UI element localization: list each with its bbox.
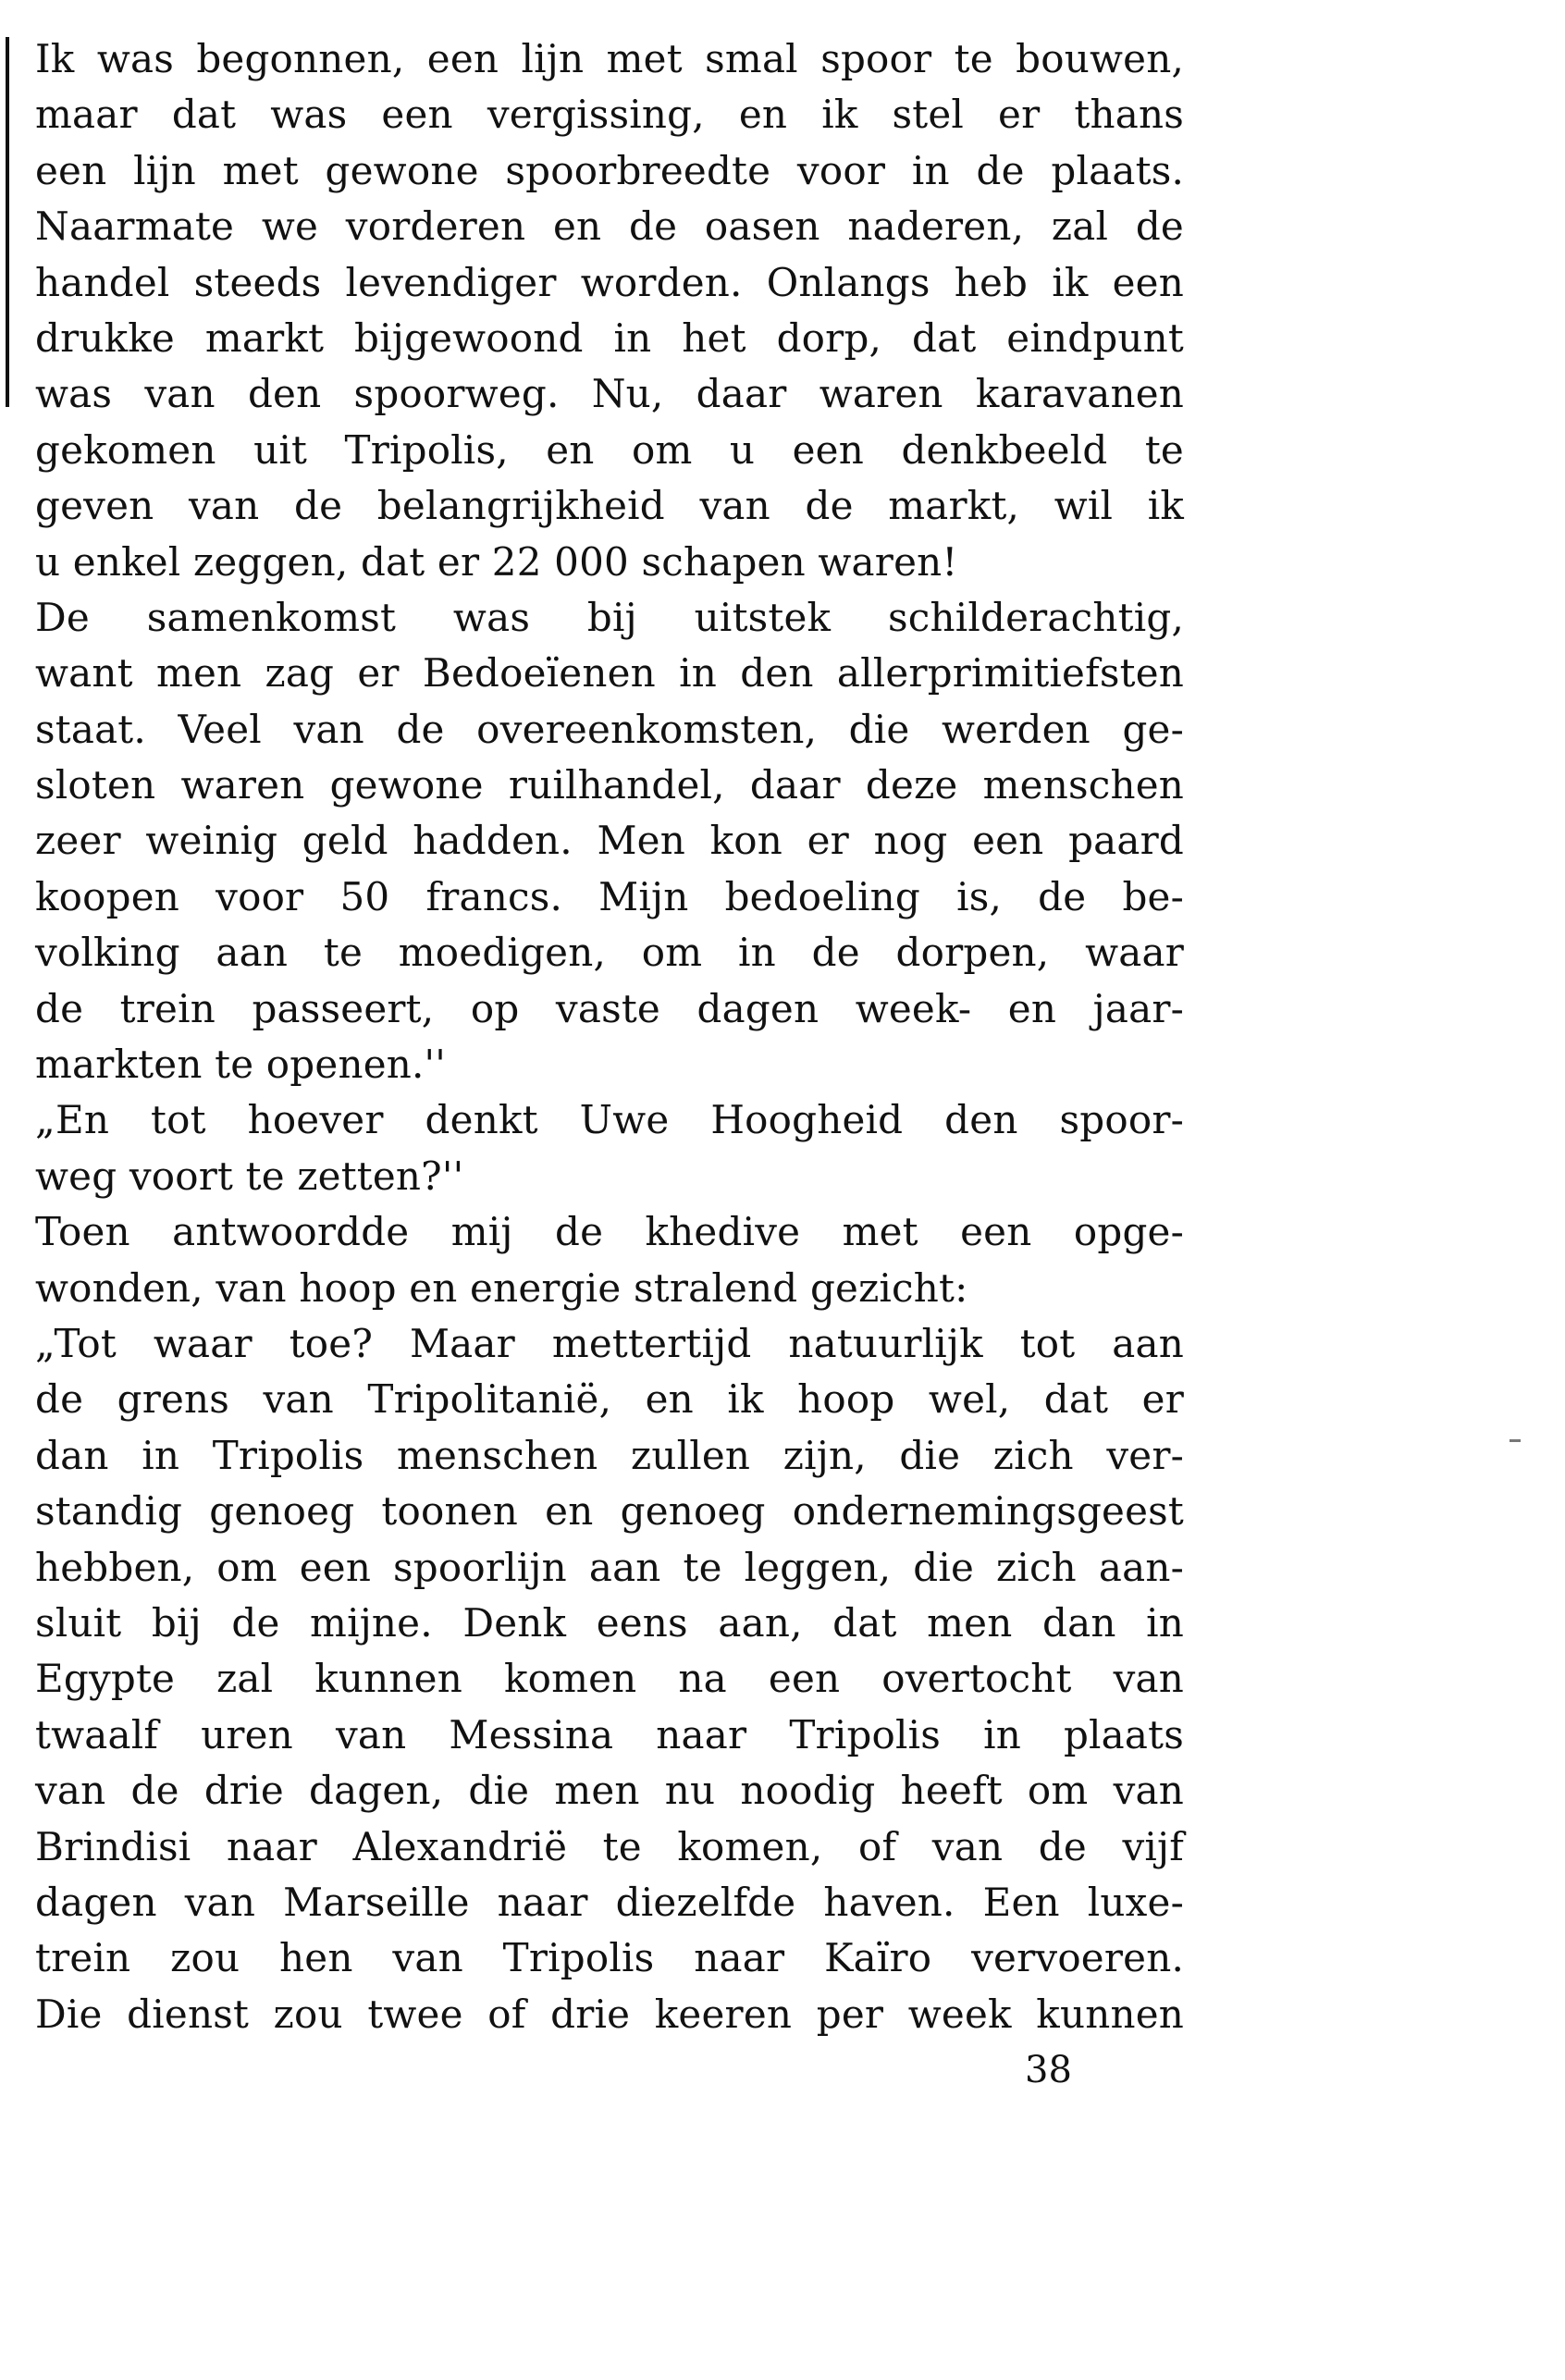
text-line: dagen van Marseille naar diezelfde haven. Een luxe- [35, 1879, 1184, 1925]
text-line: u enkel zeggen, dat er 22 000 schapen waren! [35, 538, 958, 585]
text-line: maar dat was een vergissing, en ik stel er thans [35, 92, 1184, 138]
text-line: staat. Veel van de overeenkomsten, die werden ge- [35, 706, 1184, 752]
margin-rule [6, 37, 9, 407]
scan-speck [1510, 1439, 1521, 1442]
text-line: handel steeds levendiger worden. Onlangs heb ik een [35, 259, 1184, 305]
text-line: gekomen uit Tripolis, en om u een denkbeeld te [35, 426, 1184, 473]
text-line: Brindisi naar Alexandrië te komen, of van de vijf [35, 1823, 1184, 1869]
text-line: dan in Tripolis menschen zullen zijn, die zich ver- [35, 1432, 1184, 1478]
text-line: volking aan te moedigen, om in de dorpen, waar [35, 930, 1184, 976]
text-line: van de drie dagen, die men nu noodig heeft om van [35, 1768, 1184, 1814]
text-line: hebben, om een spoorlijn aan te leggen, die zich aan- [35, 1544, 1184, 1590]
text-line: zeer weinig geld hadden. Men kon er nog een paard [35, 818, 1184, 864]
text-line: sluit bij de mijne. Denk eens aan, dat men dan in [35, 1599, 1184, 1646]
text-line: twaalf uren van Messina naar Tripolis in plaats [35, 1711, 1184, 1757]
text-line: een lijn met gewone spoorbreedte voor in de plaats. [35, 147, 1184, 193]
text-line: wonden, van hoop en energie stralend gezicht: [35, 1264, 968, 1311]
text-line: drukke markt bijgewoond in het dorp, dat eindpunt [35, 314, 1184, 361]
text-line: Die dienst zou twee of drie keeren per week kunnen [35, 1991, 1184, 2037]
text-line: sloten waren gewone ruilhandel, daar deze menschen [35, 762, 1184, 808]
text-line: Egypte zal kunnen komen na een overtocht van [35, 1656, 1184, 1702]
text-line: Naarmate we vorderen en de oasen naderen, zal de [35, 203, 1184, 250]
text-line: de grens van Tripolitanië, en ik hoop wel, dat er [35, 1376, 1184, 1423]
text-line: geven van de belangrijkheid van de markt, wil ik [35, 483, 1184, 529]
body-text [35, 31, 1184, 2042]
page-number: 38 [1025, 2049, 1072, 2091]
text-line: koopen voor 50 francs. Mijn bedoeling is, de be- [35, 873, 1184, 919]
text-line: Toen antwoordde mij de khedive met een opge- [35, 1209, 1184, 1255]
text-line: „Tot waar toe? Maar mettertijd natuurlijk tot aan [35, 1320, 1184, 1366]
text-line: De samenkomst was bij uitstek schilderachtig, [35, 594, 1184, 640]
text-line: „En tot hoever denkt Uwe Hoogheid den spoor- [35, 1097, 1184, 1143]
text-line: de trein passeert, op vaste dagen week- en jaar- [35, 985, 1184, 1031]
text-line: trein zou hen van Tripolis naar Kaïro vervoeren. [35, 1935, 1184, 1981]
text-line: was van den spoorweg. Nu, daar waren karavanen [35, 371, 1184, 417]
text-line: want men zag er Bedoeïenen in den allerprimitiefsten [35, 650, 1184, 697]
text-line: weg voort te zetten?'' [35, 1153, 464, 1199]
text-line: markten te openen.'' [35, 1042, 447, 1088]
text-line: standig genoeg toonen en genoeg ondernemingsgeest [35, 1488, 1184, 1535]
text-line: Ik was begonnen, een lijn met smal spoor te bouwen, [35, 36, 1184, 81]
